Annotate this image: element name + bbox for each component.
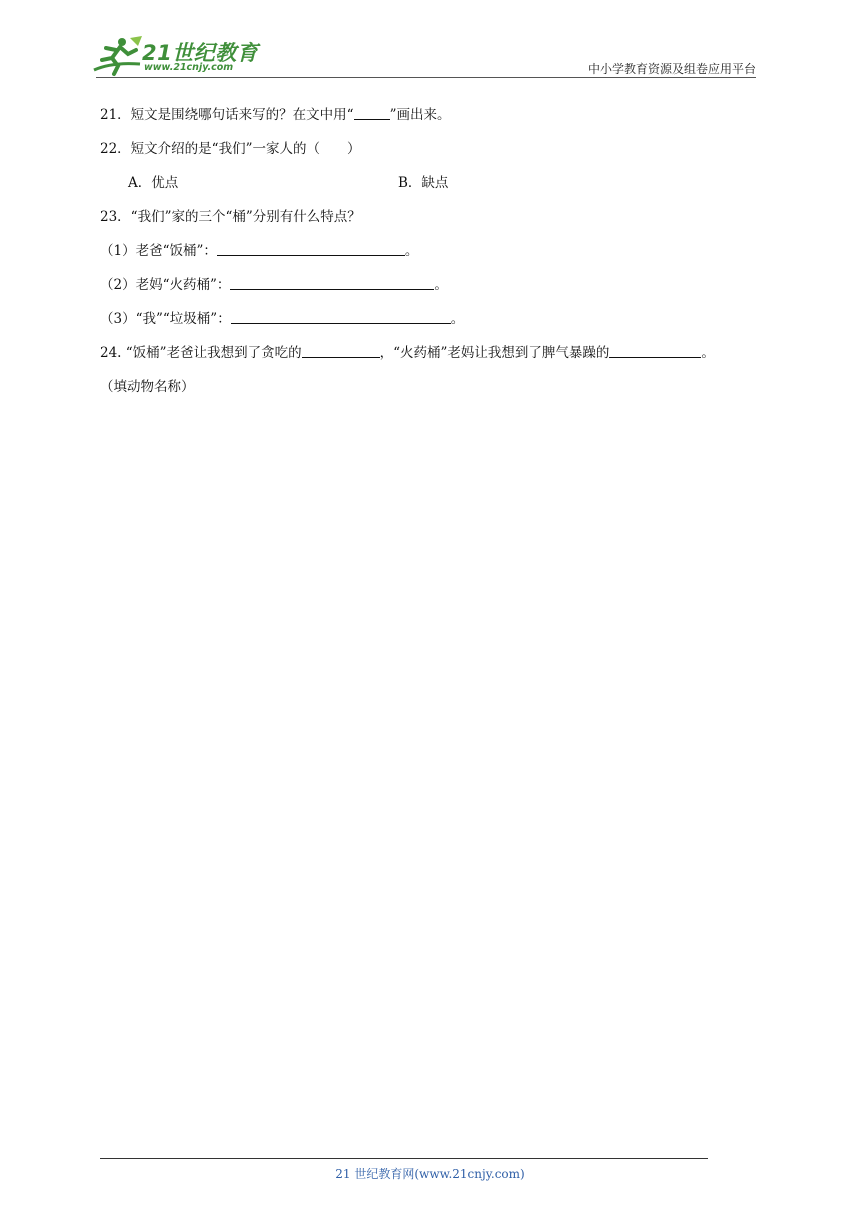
q23-item-3-end: 。 xyxy=(450,311,465,327)
q24-note: （填动物名称） xyxy=(100,379,195,395)
q23-item-2 xyxy=(100,275,448,295)
q23-item-3-label: （3）“我”“垃圾桶”： xyxy=(100,311,231,327)
page-header xyxy=(0,0,860,80)
q23-item-2-blank xyxy=(230,277,434,290)
q21-blank xyxy=(354,107,390,120)
logo-name: 21世纪教育 xyxy=(142,41,259,65)
header-divider xyxy=(96,77,756,78)
platform-name: 中小学教育资源及组卷应用平台 xyxy=(587,62,756,76)
question-22: 22．短文介绍的是“我们”一家人的（ ） xyxy=(100,141,361,157)
q23-item-1 xyxy=(100,241,418,261)
footer-divider xyxy=(100,1158,708,1159)
q21-text-before: 21．短文是围绕哪句话来写的？在文中用“ xyxy=(100,107,354,123)
q24-blank-2 xyxy=(609,345,701,358)
q23-item-2-label: （2）老妈“火药桶”： xyxy=(100,277,231,293)
q23-item-3 xyxy=(100,309,464,329)
q23-item-3-blank xyxy=(231,311,451,324)
q23-item-2-end: 。 xyxy=(434,277,448,293)
q24-part-3: 。 xyxy=(701,345,715,361)
q24-part-2: ，“火药桶”老妈让我想到了脾气暴躁的 xyxy=(379,345,610,361)
runner-logo-icon xyxy=(92,34,146,78)
q23-item-1-end: 。 xyxy=(404,243,419,259)
q24-blank-1 xyxy=(302,345,380,358)
q22-option-b: B．缺点 xyxy=(398,175,449,191)
logo xyxy=(92,34,264,78)
footer-link[interactable]: 21 世纪教育网(www.21cnjy.com) xyxy=(335,1167,525,1181)
logo-url: www.21cnjy.com xyxy=(144,62,234,73)
q22-option-a: A．优点 xyxy=(128,175,179,191)
q23-item-1-label: （1）老爸“饭桶”： xyxy=(100,243,217,259)
question-23: 23．“我们”家的三个“桶”分别有什么特点？ xyxy=(100,209,361,225)
q21-text-after: ”画出来。 xyxy=(389,107,451,123)
question-24 xyxy=(100,343,715,363)
q24-part-1: 24. “饭桶”老爸让我想到了贪吃的 xyxy=(100,345,302,361)
q23-item-1-blank xyxy=(217,243,405,256)
question-21 xyxy=(100,105,451,125)
